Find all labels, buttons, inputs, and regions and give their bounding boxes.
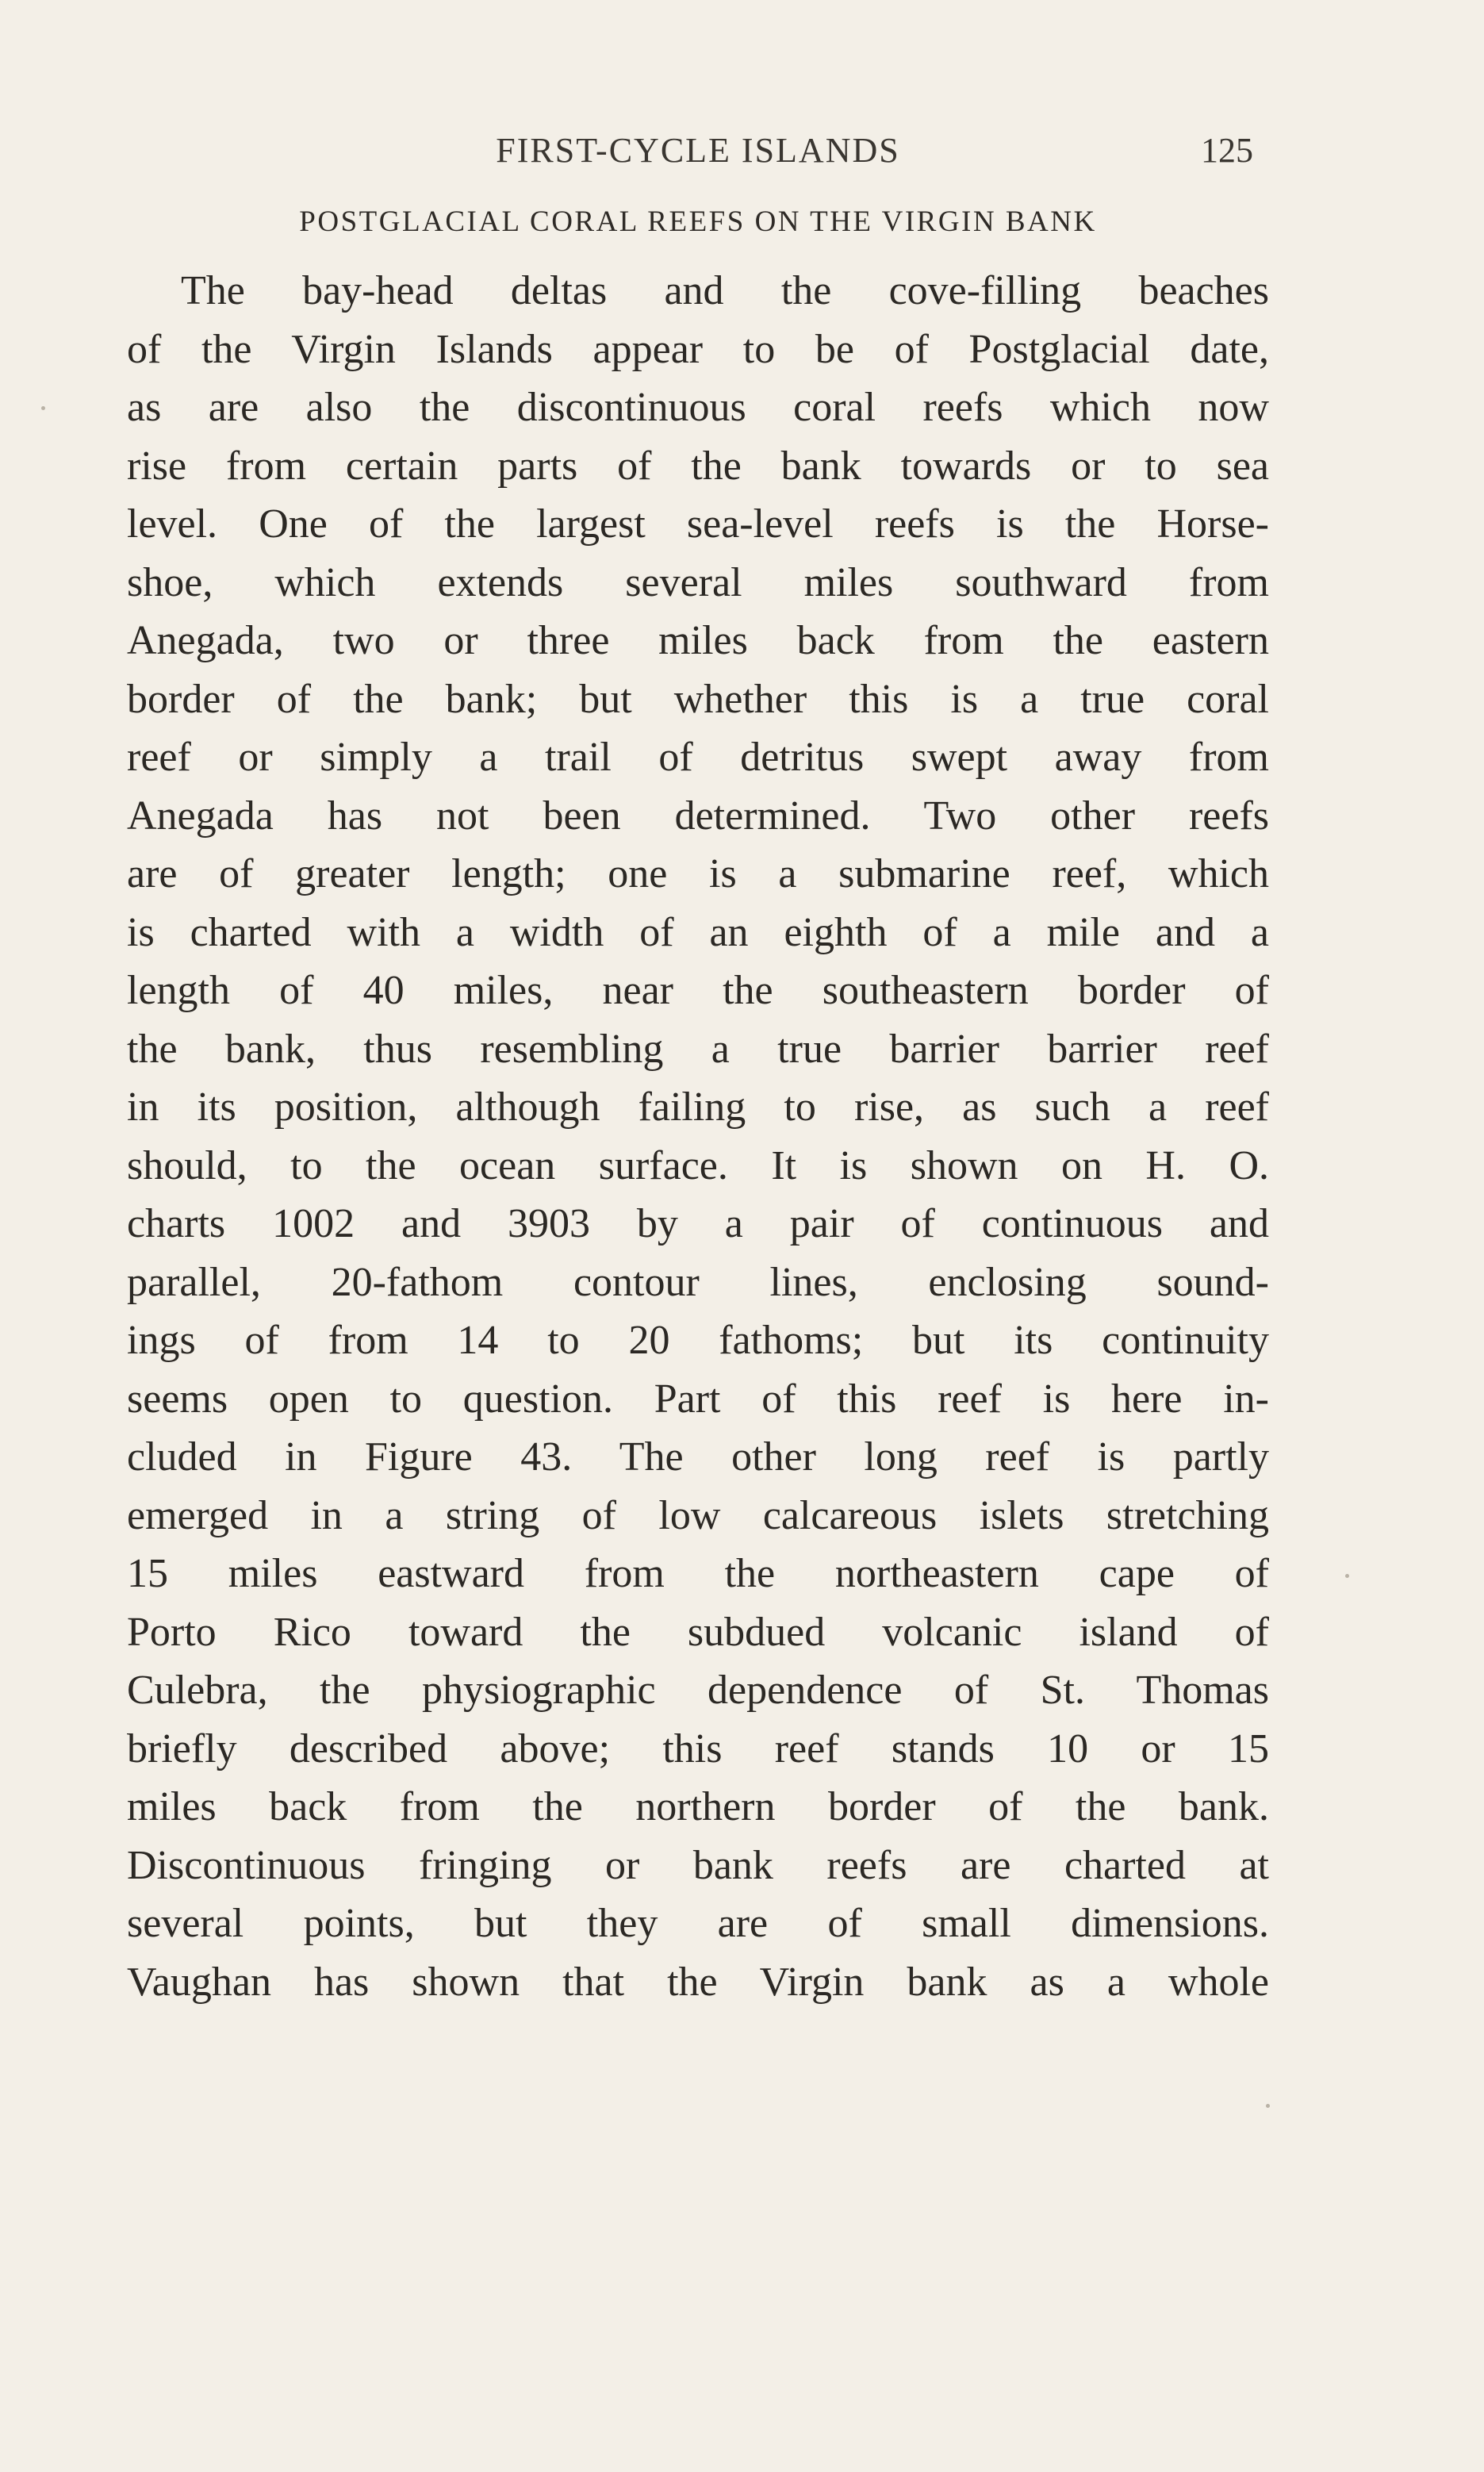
- text-line: is charted with a width of an eighth of a mile and a: [127, 909, 1269, 955]
- page-number: 125: [1201, 131, 1253, 170]
- text-line: emerged in a string of low calcareous islets stretching: [127, 1492, 1269, 1538]
- text-line: shoe, which extends several miles southward from: [127, 559, 1269, 605]
- text-line: of the Virgin Islands appear to be of Postglacial date,: [127, 326, 1269, 372]
- text-line: length of 40 miles, near the southeastern border of: [127, 968, 1269, 1013]
- text-line: should, to the ocean surface. It is shown on H. O.: [127, 1142, 1269, 1188]
- text-line: level. One of the largest sea-level reefs is the Horse-: [127, 501, 1269, 547]
- text-line: in its position, although failing to rise, as such a reef: [127, 1084, 1269, 1130]
- text-line: charts 1002 and 3903 by a pair of continuous and: [127, 1201, 1269, 1246]
- text-line: ings of from 14 to 20 fathoms; but its continuity: [127, 1318, 1269, 1363]
- text-line: Discontinuous fringing or bank reefs are charted at: [127, 1842, 1269, 1888]
- text-line: rise from certain parts of the bank towards or to sea: [127, 443, 1269, 489]
- text-line: Porto Rico toward the subdued volcanic island of: [127, 1609, 1269, 1655]
- text-line: parallel, 20-fathom contour lines, enclosing sound-: [127, 1259, 1269, 1305]
- section-heading: POSTGLACIAL CORAL REEFS ON THE VIRGIN BANK: [299, 205, 1097, 238]
- paper-speck: [1345, 1574, 1349, 1578]
- text-line: Anegada, two or three miles back from the eastern: [127, 618, 1269, 663]
- text-line: cluded in Figure 43. The other long reef is partly: [127, 1434, 1269, 1480]
- running-head: [127, 127, 1269, 175]
- paper-speck: [41, 406, 45, 410]
- text-line: reef or simply a trail of detritus swept away from: [127, 735, 1269, 780]
- text-line: seems open to question. Part of this reef is here in-: [127, 1376, 1269, 1422]
- text-line: The bay-head deltas and the cove-filling beaches: [181, 268, 1269, 313]
- running-title: FIRST-CYCLE ISLANDS: [496, 131, 900, 170]
- text-line: border of the bank; but whether this is a true coral: [127, 676, 1269, 722]
- text-line: briefly described above; this reef stands 10 or 15: [127, 1725, 1269, 1771]
- text-line: miles back from the northern border of the bank.: [127, 1784, 1269, 1829]
- text-line: 15 miles eastward from the northeastern cape of: [127, 1551, 1269, 1596]
- body-paragraph: [127, 262, 1269, 2011]
- paper-speck: [1266, 2104, 1270, 2108]
- text-line: the bank, thus resembling a true barrier barrier reef: [127, 1026, 1269, 1072]
- text-line: are of greater length; one is a submarine reef, which: [127, 851, 1269, 896]
- text-line: Anegada has not been determined. Two other reefs: [127, 793, 1269, 839]
- text-line: as are also the discontinuous coral reefs which now: [127, 385, 1269, 430]
- text-line: several points, but they are of small dimensions.: [127, 1901, 1269, 1946]
- text-line: Vaughan has shown that the Virgin bank as a whole: [127, 1959, 1269, 2005]
- text-line: Culebra, the physiographic dependence of St. Thomas: [127, 1668, 1269, 1713]
